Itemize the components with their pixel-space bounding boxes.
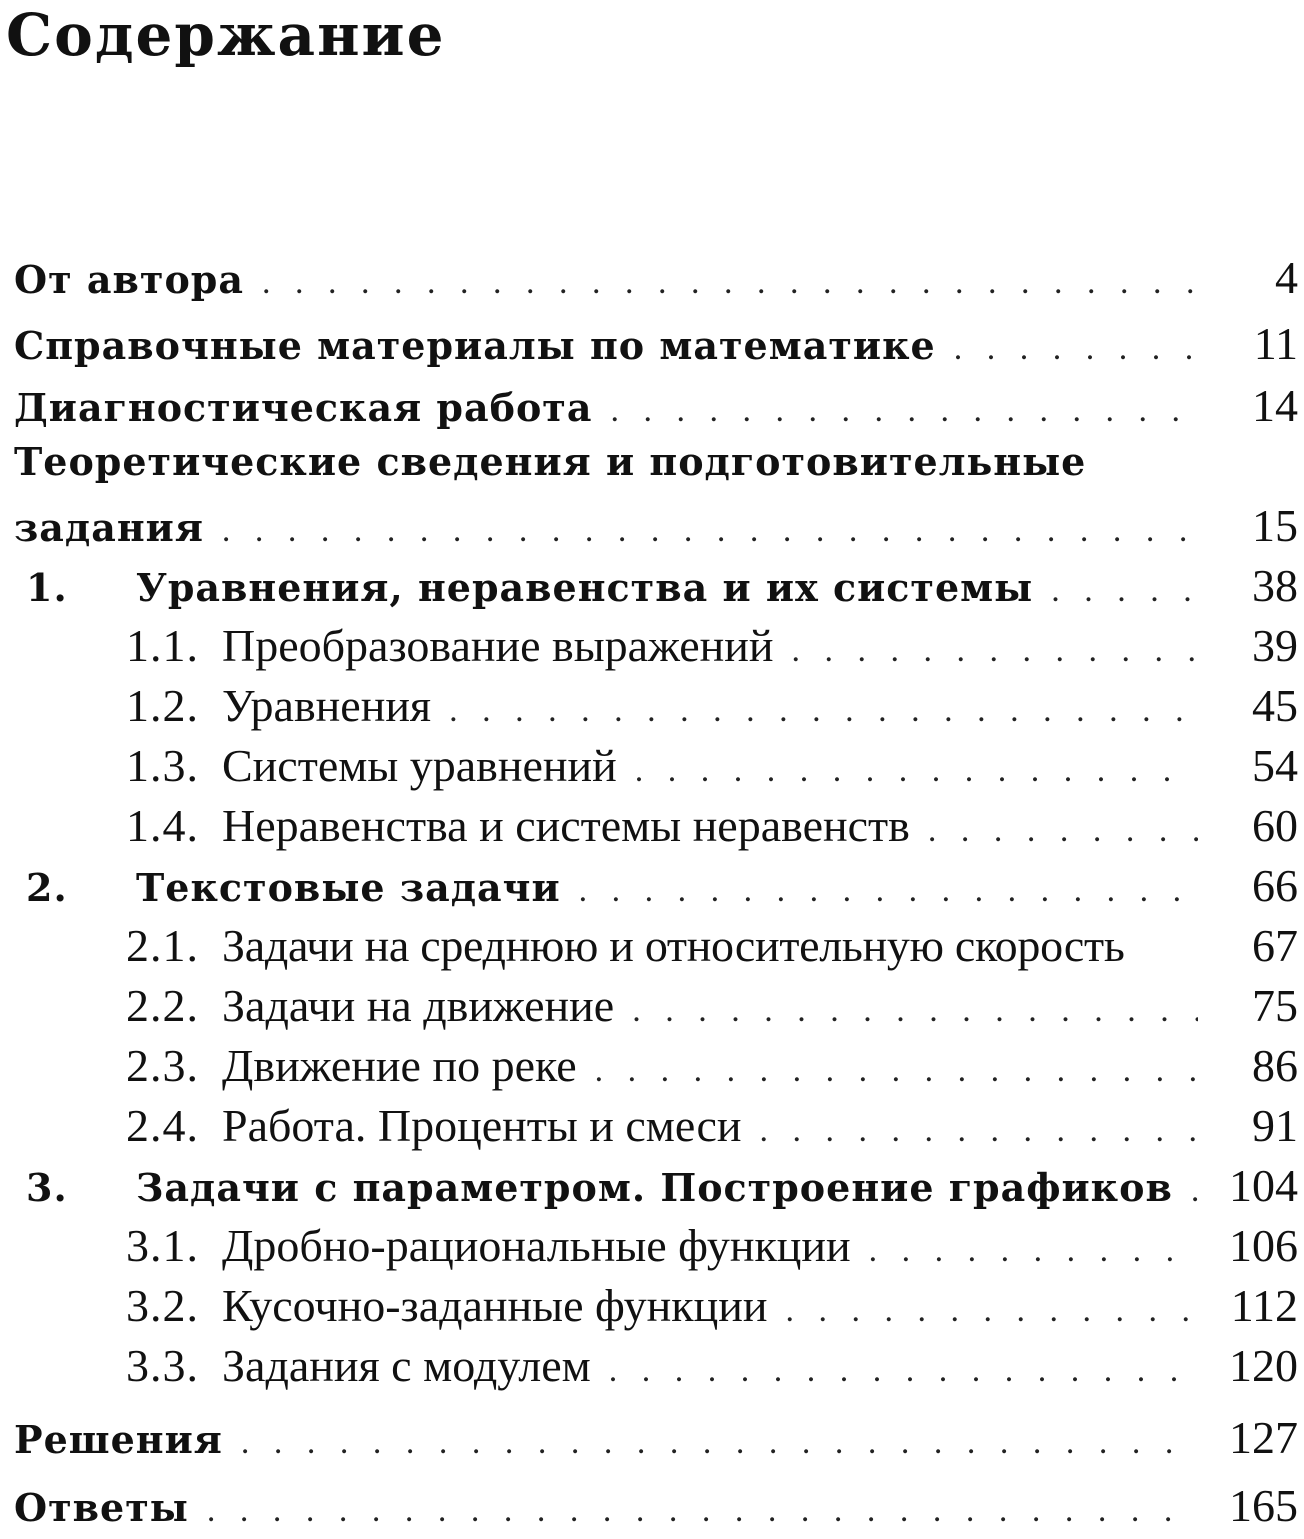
toc-entry-theory[interactable] (14, 439, 1298, 559)
dot-leader (785, 1292, 1198, 1330)
toc-page-number: 54 (1252, 740, 1298, 791)
table-of-contents (14, 251, 1298, 1539)
toc-section-number: 1.3. (126, 740, 199, 791)
toc-page-number: 75 (1252, 980, 1298, 1031)
toc-page-number: 104 (1229, 1160, 1298, 1211)
toc-entry-title: Системы уравнений (222, 740, 617, 791)
dot-leader (792, 632, 1198, 670)
toc-page-number: 106 (1229, 1220, 1298, 1271)
toc-page-number: 91 (1252, 1100, 1298, 1151)
toc-entry-from-author[interactable] (14, 251, 1298, 311)
toc-entry-title: Кусочно-заданные функции (222, 1280, 768, 1331)
toc-section-2-3[interactable] (14, 1039, 1298, 1099)
toc-entry-title: Ответы (14, 1485, 189, 1530)
dot-leader (262, 264, 1198, 302)
toc-entry-answers[interactable] (14, 1479, 1298, 1539)
toc-page-number: 39 (1252, 620, 1298, 671)
dot-leader (449, 692, 1198, 730)
toc-part-1[interactable] (14, 559, 1298, 619)
toc-entry-title: Работа. Проценты и смеси (222, 1100, 742, 1151)
toc-section-3-2[interactable] (14, 1279, 1298, 1339)
dot-leader (207, 1492, 1198, 1530)
toc-entry-title: Движение по реке (222, 1040, 577, 1091)
toc-section-number: 3.1. (126, 1220, 199, 1271)
toc-part-2[interactable] (14, 859, 1298, 919)
toc-section-number: 1.2. (126, 680, 199, 731)
toc-section-number: 2.3. (126, 1040, 199, 1091)
page-title: Содержание (6, 1, 446, 69)
dot-leader (928, 812, 1198, 850)
toc-entry-solutions[interactable] (14, 1411, 1298, 1479)
toc-entry-title: Решения (14, 1417, 223, 1462)
toc-entry-title: Задачи с параметром. Построение графиков (136, 1165, 1173, 1210)
toc-section-1-4[interactable] (14, 799, 1298, 859)
dot-leader (595, 1052, 1198, 1090)
toc-page-number: 112 (1230, 1280, 1298, 1331)
toc-section-number: 1.1. (126, 620, 199, 671)
toc-section-number: 1.4. (126, 800, 199, 851)
toc-page-number: 45 (1252, 680, 1298, 731)
toc-entry-title: От автора (14, 257, 244, 302)
toc-page-number: 38 (1252, 560, 1298, 611)
dot-leader (609, 1352, 1198, 1390)
toc-entry-title: Теоретические сведения и подготовительные (14, 439, 1087, 484)
toc-section-3-3[interactable] (14, 1339, 1298, 1399)
toc-entry-title: Неравенства и системы неравенств (222, 800, 910, 851)
toc-entry-title: Текстовые задачи (136, 865, 561, 910)
toc-entry-title: Преобразование выражений (222, 620, 774, 671)
toc-entry-title: задания (14, 505, 204, 550)
toc-section-number: 2.1. (126, 920, 199, 971)
toc-page-number: 14 (1252, 380, 1298, 431)
toc-entry-title: Диагностическая работа (14, 385, 593, 430)
toc-page-number: 67 (1252, 920, 1298, 971)
dot-leader (632, 992, 1198, 1030)
toc-page-number: 4 (1275, 252, 1298, 303)
toc-page-number: 86 (1252, 1040, 1298, 1091)
toc-section-1-2[interactable] (14, 679, 1298, 739)
dot-leader (1051, 572, 1198, 610)
toc-part-number: 1. (26, 565, 68, 610)
dot-leader (1191, 1172, 1198, 1210)
dot-leader (760, 1112, 1199, 1150)
dot-leader (954, 330, 1198, 368)
toc-section-2-2[interactable] (14, 979, 1298, 1039)
toc-page-number: 60 (1252, 800, 1298, 851)
toc-section-number: 2.2. (126, 980, 199, 1031)
toc-page-number: 66 (1252, 860, 1298, 911)
toc-entry-theory-line1 (14, 439, 1298, 499)
toc-entry-title: Задания с модулем (222, 1340, 591, 1391)
toc-section-number: 3.2. (126, 1280, 199, 1331)
dot-leader (222, 512, 1198, 550)
toc-page-number: 15 (1252, 500, 1298, 551)
toc-section-1-1[interactable] (14, 619, 1298, 679)
toc-entry-title: Дробно-рациональные функции (222, 1220, 851, 1271)
toc-section-2-1[interactable] (14, 919, 1298, 979)
toc-page-number: 11 (1253, 318, 1298, 369)
toc-section-1-3[interactable] (14, 739, 1298, 799)
toc-entry-reference[interactable] (14, 317, 1298, 379)
toc-entry-title: Уравнения, неравенства и их системы (136, 565, 1034, 610)
toc-entry-title: Справочные материалы по математике (14, 323, 936, 368)
dot-leader (635, 752, 1198, 790)
toc-part-3[interactable] (14, 1159, 1298, 1219)
toc-page-number: 127 (1229, 1412, 1298, 1463)
toc-section-2-4[interactable] (14, 1099, 1298, 1159)
toc-section-3-1[interactable] (14, 1219, 1298, 1279)
toc-section-number: 2.4. (126, 1100, 199, 1151)
toc-part-number: 3. (26, 1165, 68, 1210)
dot-leader (869, 1232, 1198, 1270)
toc-entry-diagnostic[interactable] (14, 379, 1298, 439)
dot-leader (579, 872, 1198, 910)
dot-leader (241, 1424, 1198, 1462)
toc-entry-title: Задачи на среднюю и относительную скорость (222, 920, 1125, 971)
toc-section-number: 3.3. (126, 1340, 199, 1391)
toc-entry-title: Задачи на движение (222, 980, 615, 1031)
toc-page-number: 165 (1229, 1480, 1298, 1531)
toc-part-number: 2. (26, 865, 68, 910)
dot-leader (610, 392, 1198, 430)
toc-entry-title: Уравнения (222, 680, 432, 731)
toc-entry-theory-line2 (14, 499, 1298, 559)
toc-page-number: 120 (1229, 1340, 1298, 1391)
